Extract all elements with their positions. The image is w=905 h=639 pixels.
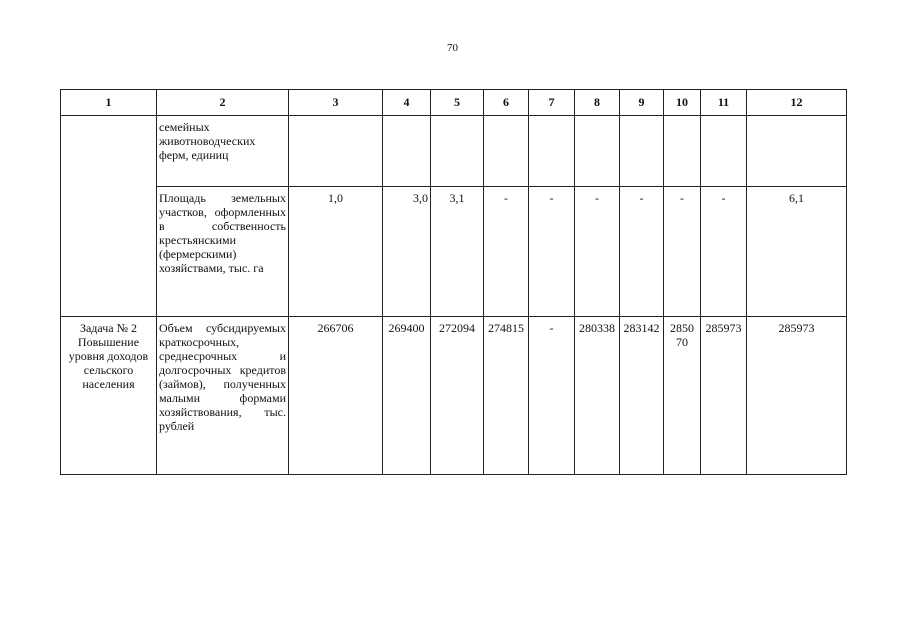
indicator-cell: Объем субсидируемых краткосрочных, среднесрочных и долгосрочных кредитов (займов), полученных малыми формами хозяйствования, тыс. рублей — [157, 317, 289, 475]
value-cell: 283142 — [620, 317, 664, 475]
header-cell: 5 — [431, 90, 484, 116]
value-cell: - — [529, 187, 575, 317]
value-cell: 272094 — [431, 317, 484, 475]
value-cell: - — [575, 187, 620, 317]
value-cell: 274815 — [484, 317, 529, 475]
indicator-cell: Площадь земельных участков, оформленных в собственность крестьянскими (фермерскими) хозяйствами, тыс. га — [157, 187, 289, 317]
header-cell: 10 — [664, 90, 701, 116]
value-cell — [620, 116, 664, 187]
page-number: 70 — [447, 42, 458, 54]
header-cell: 12 — [747, 90, 847, 116]
table-row — [61, 116, 847, 187]
header-cell: 9 — [620, 90, 664, 116]
value-cell: 2850 70 — [664, 317, 701, 475]
value-cell: - — [484, 187, 529, 317]
value-cell: 6,1 — [747, 187, 847, 317]
value-cell: 3,1 — [431, 187, 484, 317]
value-cell: - — [701, 187, 747, 317]
value-cell: - — [620, 187, 664, 317]
data-table — [60, 89, 847, 475]
header-cell: 7 — [529, 90, 575, 116]
value-cell — [575, 116, 620, 187]
value-cell: 285973 — [701, 317, 747, 475]
header-cell: 6 — [484, 90, 529, 116]
header-cell: 2 — [157, 90, 289, 116]
header-cell: 1 — [61, 90, 157, 116]
table-row — [61, 187, 847, 317]
header-cell: 8 — [575, 90, 620, 116]
value-cell — [431, 116, 484, 187]
value-cell — [701, 116, 747, 187]
task-cell-empty — [61, 116, 157, 317]
value-cell: 266706 — [289, 317, 383, 475]
task-cell: Задача № 2 Повышение уровня доходов сельского населения — [61, 317, 157, 475]
value-cell: - — [664, 187, 701, 317]
table-row — [61, 317, 847, 475]
header-cell: 3 — [289, 90, 383, 116]
value-cell — [383, 116, 431, 187]
value-cell — [664, 116, 701, 187]
value-cell — [747, 116, 847, 187]
value-cell — [484, 116, 529, 187]
header-cell: 11 — [701, 90, 747, 116]
header-cell: 4 — [383, 90, 431, 116]
value-cell: 280338 — [575, 317, 620, 475]
value-cell: 1,0 — [289, 187, 383, 317]
value-cell: 285973 — [747, 317, 847, 475]
value-cell — [529, 116, 575, 187]
value-cell — [289, 116, 383, 187]
value-cell: 269400 — [383, 317, 431, 475]
indicator-cell: семейных животноводческих ферм, единиц — [157, 116, 289, 187]
value-cell: - — [529, 317, 575, 475]
value-cell: 3,0 — [383, 187, 431, 317]
header-row — [61, 90, 847, 116]
